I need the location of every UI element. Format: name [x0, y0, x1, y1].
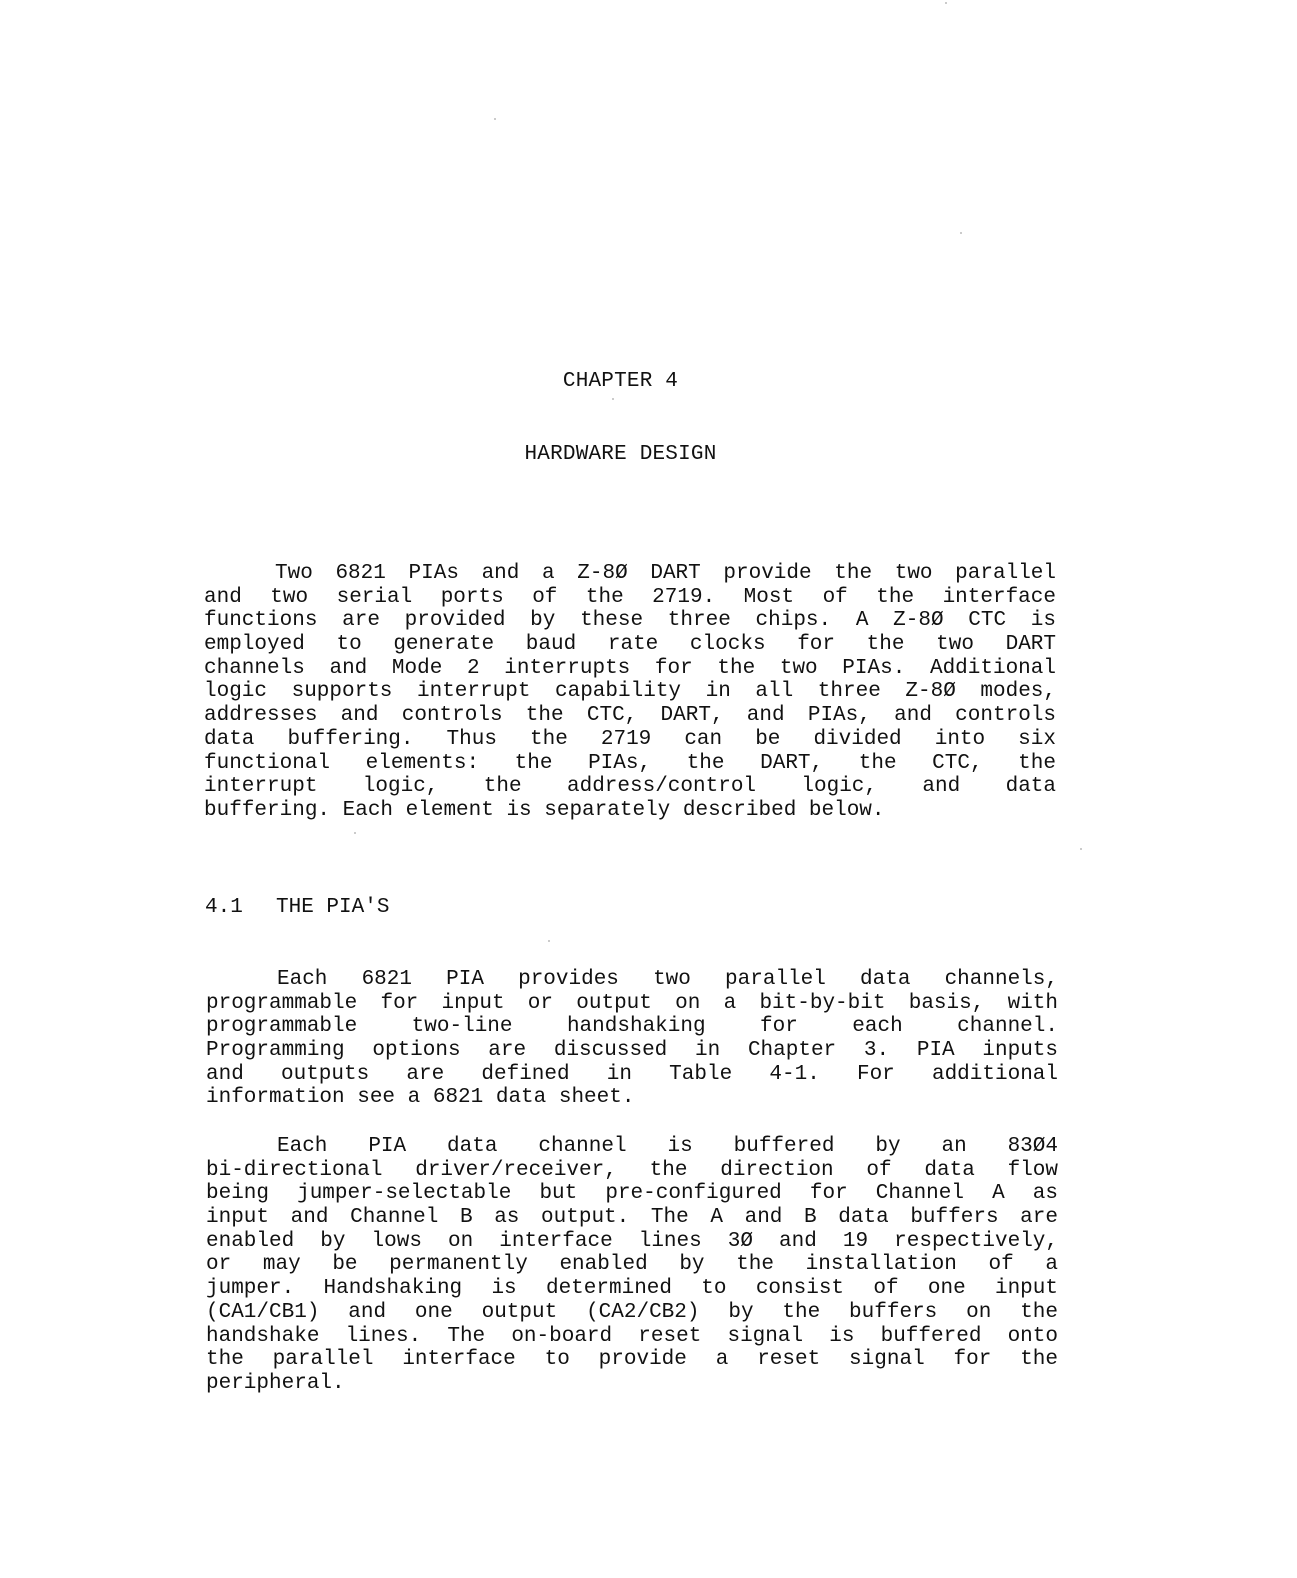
paragraph-line: interrupt logic, the address/control logic, and data — [204, 775, 1056, 799]
scan-speck — [960, 232, 962, 234]
paragraph-line: and two serial ports of the 2719. Most of the interface — [204, 585, 1056, 609]
paragraph-line: peripheral. — [206, 1371, 345, 1395]
paragraph-line: employed to generate baud rate clocks for the two DART — [204, 633, 1056, 657]
paragraph-line: being jumper-selectable but pre-configured for Channel A as — [206, 1182, 1058, 1206]
scan-speck — [612, 398, 614, 400]
paragraph-line: Two 6821 PIAs and a Z-8Ø DART provide the two parallel — [275, 562, 1056, 585]
pia-paragraph-2 — [206, 1135, 1058, 1396]
paragraph-line: enabled by lows on interface lines 3Ø and 19 respectively, — [206, 1229, 1058, 1253]
paragraph-line: functional elements: the PIAs, the DART, the CTC, the — [204, 751, 1056, 775]
paragraph-line: input and Channel B as output. The A and B data buffers are — [206, 1206, 1058, 1230]
paragraph-line: or may be permanently enabled by the installation of a — [206, 1253, 1058, 1277]
section-title: THE PIA'S — [276, 896, 390, 919]
paragraph-line: channels and Mode 2 interrupts for the two PIAs. Additional — [204, 656, 1056, 680]
scan-speck — [1080, 848, 1082, 850]
scan-speck — [494, 118, 496, 120]
paragraph-line: data buffering. Thus the 2719 can be divided into six — [204, 727, 1056, 751]
chapter-number: CHAPTER 4 — [562, 370, 679, 393]
paragraph-line: programmable two-line handshaking for each channel. — [206, 1015, 1058, 1039]
pia-paragraph-1 — [206, 968, 1058, 1110]
paragraph-line: Each PIA data channel is buffered by an 83Ø4 — [277, 1135, 1058, 1158]
paragraph-line: logic supports interrupt capability in all three Z-8Ø modes, — [204, 680, 1056, 704]
paragraph-line: functions are provided by these three chips. A Z-8Ø CTC is — [204, 609, 1056, 633]
paragraph-line: information see a 6821 data sheet. — [206, 1086, 635, 1110]
section-number: 4.1 — [205, 896, 243, 919]
paragraph-line: Programming options are discussed in Chapter 3. PIA inputs — [206, 1039, 1058, 1063]
scan-speck — [354, 832, 356, 834]
paragraph-line: and outputs are defined in Table 4-1. For additional — [206, 1062, 1058, 1086]
paragraph-line: programmable for input or output on a bit-by-bit basis, with — [206, 991, 1058, 1015]
paragraph-line: addresses and controls the CTC, DART, and PIAs, and controls — [204, 704, 1056, 728]
paragraph-line: the parallel interface to provide a reset signal for the — [206, 1348, 1058, 1372]
scan-speck — [945, 2, 947, 4]
paragraph-line: bi-directional driver/receiver, the direction of data flow — [206, 1158, 1058, 1182]
section-heading — [205, 896, 389, 919]
paragraph-line: buffering. Each element is separately described below. — [204, 798, 885, 822]
scan-speck — [548, 940, 550, 942]
paragraph-line: Each 6821 PIA provides two parallel data channels, — [277, 968, 1058, 991]
paragraph-line: jumper. Handshaking is determined to consist of one input — [206, 1277, 1058, 1301]
chapter-title: HARDWARE DESIGN — [524, 443, 717, 466]
intro-paragraph — [204, 562, 1056, 823]
paragraph-line: (CA1/CB1) and one output (CA2/CB2) by the buffers on the — [206, 1300, 1058, 1324]
paragraph-line: handshake lines. The on-board reset signal is buffered onto — [206, 1324, 1058, 1348]
